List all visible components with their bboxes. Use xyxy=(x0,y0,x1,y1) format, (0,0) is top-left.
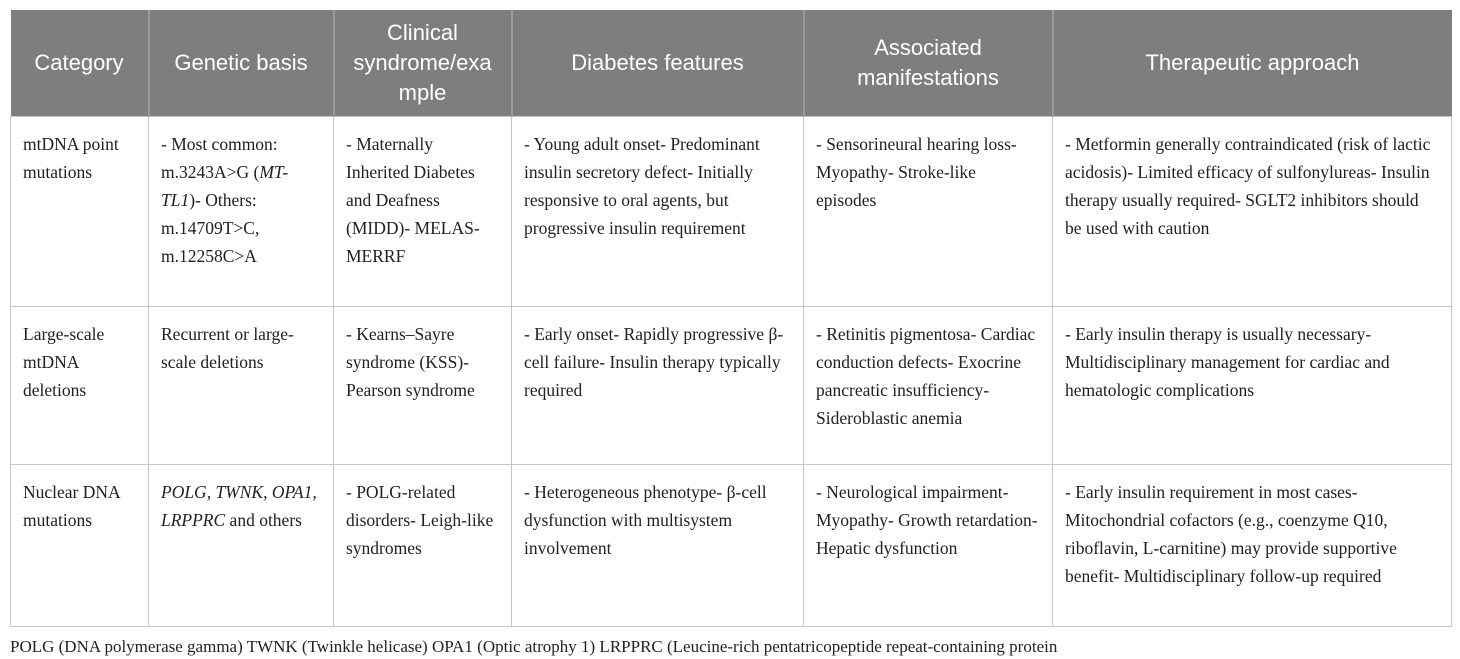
table-cell: Recurrent or large-scale deletions xyxy=(149,307,334,465)
table-cell: - Neurological impairment- Myopathy- Growth retardation- Hepatic dysfunction xyxy=(804,465,1053,627)
table-cell: - Early insulin therapy is usually necessary- Multidisciplinary management for cardiac and hematologic complications xyxy=(1053,307,1452,465)
table-cell: - Young adult onset- Predominant insulin secretory defect- Initially responsive to oral agents, but progressive insulin requirement xyxy=(512,117,804,307)
table-cell: - Most common: m.3243A>G (MT-TL1)- Others: m.14709T>C, m.12258C>A xyxy=(149,117,334,307)
table-row xyxy=(11,117,1452,307)
table-footnote: POLG (DNA polymerase gamma) TWNK (Twinkle helicase) OPA1 (Optic atrophy 1) LRPPRC (Leucine-rich pentatricopeptide repeat-containing protein xyxy=(10,637,1058,656)
table-cell: - Retinitis pigmentosa- Cardiac conduction defects- Exocrine pancreatic insufficiency- Sideroblastic anemia xyxy=(804,307,1053,465)
mitochondrial-diabetes-table xyxy=(10,10,1452,627)
table-cell: mtDNA point mutations xyxy=(11,117,149,307)
table-cell: - Kearns–Sayre syndrome (KSS)- Pearson syndrome xyxy=(334,307,512,465)
table-cell: POLG, TWNK, OPA1, LRPPRC and others xyxy=(149,465,334,627)
header-row xyxy=(11,10,1452,117)
table-cell: - Maternally Inherited Diabetes and Deafness (MIDD)- MELAS- MERRF xyxy=(334,117,512,307)
table-row xyxy=(11,307,1452,465)
column-header: Diabetes features xyxy=(512,10,804,117)
column-header: Category xyxy=(11,10,149,117)
table-cell: - Sensorineural hearing loss- Myopathy- Stroke-like episodes xyxy=(804,117,1053,307)
table-cell: - Early insulin requirement in most cases- Mitochondrial cofactors (e.g., coenzyme Q10, riboflavin, L-carnitine) may provide supportive benefit- Multidisciplinary follow-up required xyxy=(1053,465,1452,627)
table-cell: Nuclear DNA mutations xyxy=(11,465,149,627)
table-cell: Large-scale mtDNA deletions xyxy=(11,307,149,465)
table-row xyxy=(11,465,1452,627)
table-body xyxy=(11,117,1452,627)
table-cell: - Early onset- Rapidly progressive β-cell failure- Insulin therapy typically required xyxy=(512,307,804,465)
table-cell: - Metformin generally contraindicated (risk of lactic acidosis)- Limited efficacy of sulfonylureas- Insulin therapy usually required- SGLT2 inhibitors should be used with caution xyxy=(1053,117,1452,307)
table-cell: - POLG-related disorders- Leigh-like syndromes xyxy=(334,465,512,627)
column-header: Associated manifestations xyxy=(804,10,1053,117)
column-header: Clinical syndrome/example xyxy=(334,10,512,117)
table-cell: - Heterogeneous phenotype- β-cell dysfunction with multisystem involvement xyxy=(512,465,804,627)
table-header xyxy=(11,10,1452,117)
column-header: Therapeutic approach xyxy=(1053,10,1452,117)
column-header: Genetic basis xyxy=(149,10,334,117)
